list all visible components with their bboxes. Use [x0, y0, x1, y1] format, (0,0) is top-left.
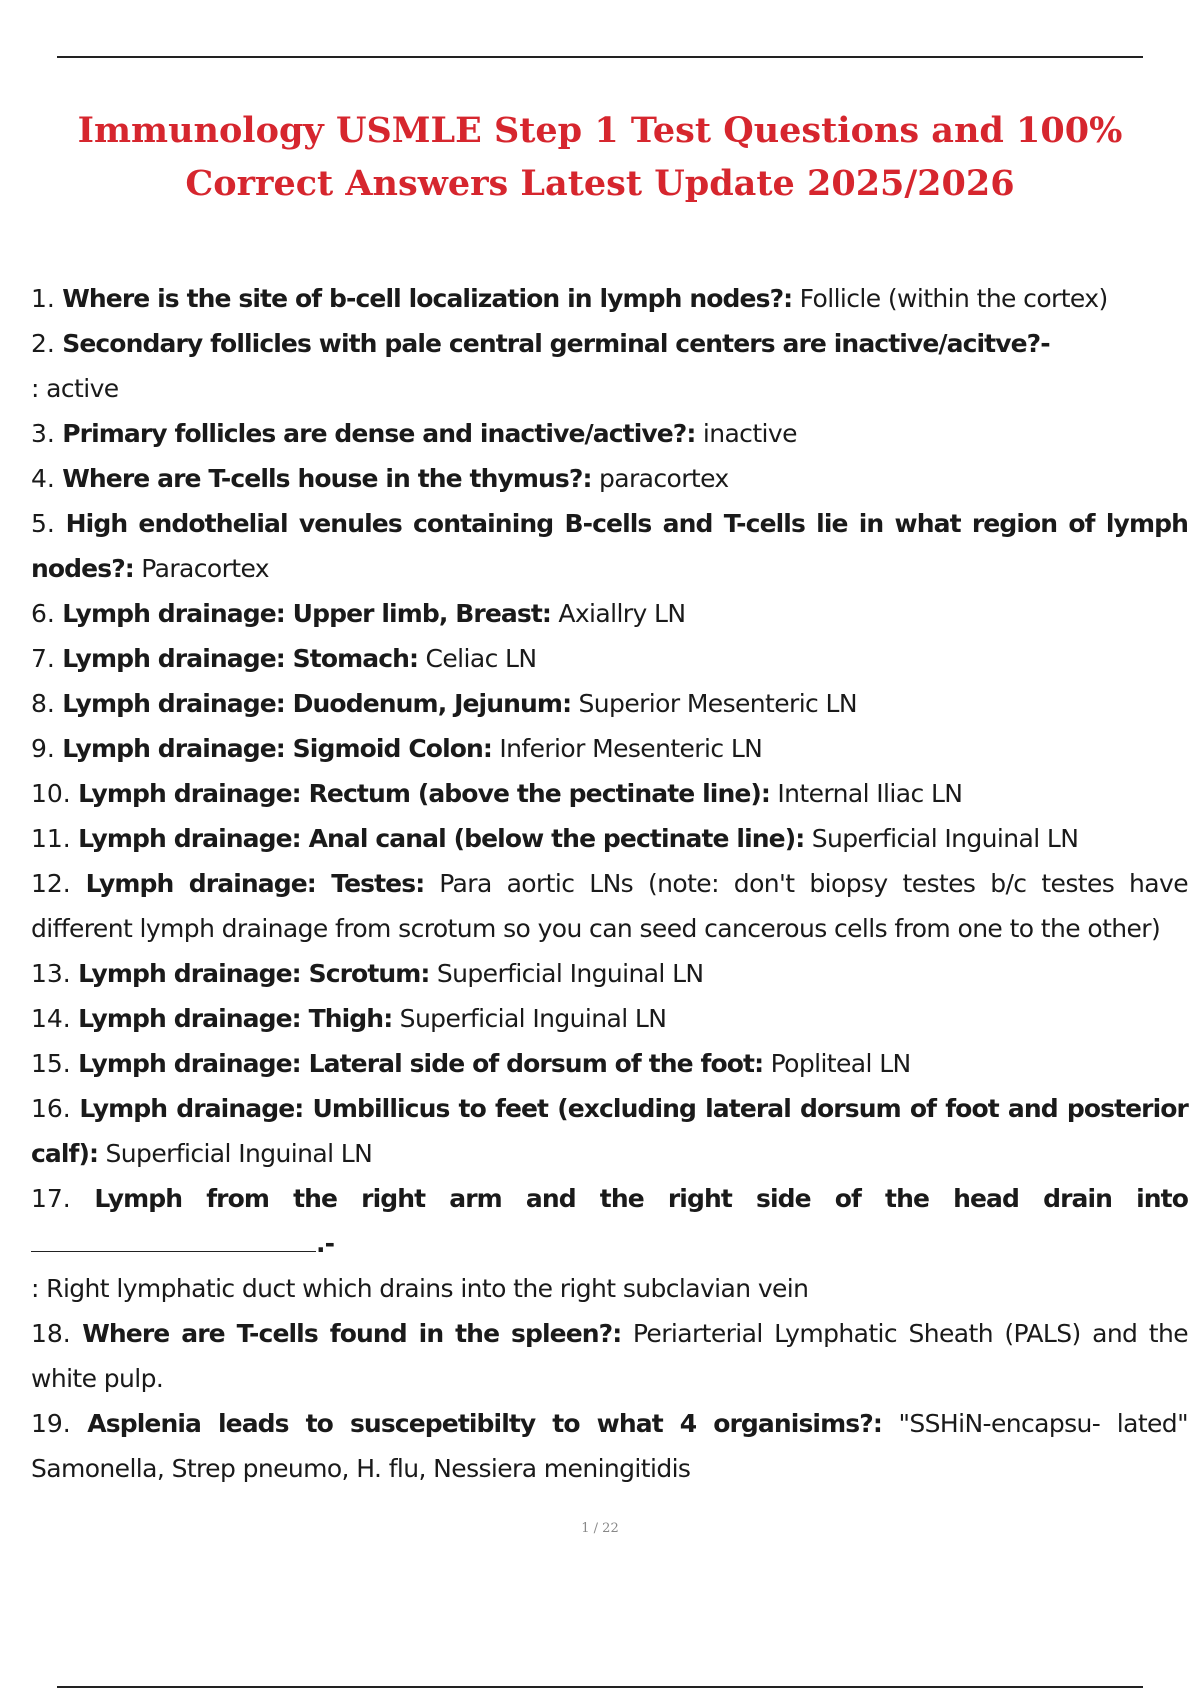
list-item — [31, 456, 1188, 501]
question-text: Lymph drainage: Scrotum: — [78, 959, 430, 988]
answer-text: paracortex — [598, 464, 729, 493]
item-number: 3. — [31, 419, 55, 448]
answer-text: Internal Iliac LN — [777, 779, 963, 808]
answer-text: Follicle (within the cortex) — [799, 284, 1108, 313]
item-number: 7. — [31, 644, 55, 673]
item-number: 15. — [31, 1049, 71, 1078]
list-item — [31, 321, 1188, 411]
item-number: 17. — [31, 1184, 71, 1213]
list-item — [31, 636, 1188, 681]
question-suffix: .- — [316, 1229, 335, 1258]
answer-text: Superficial Inguinal LN — [105, 1139, 373, 1168]
item-number: 4. — [31, 464, 55, 493]
question-text: Lymph drainage: Duodenum, Jejunum: — [62, 689, 572, 718]
question-text: High endothelial venules containing B-cells and T-cells lie in what region of lymph nodes?: — [31, 509, 1188, 583]
answer-text: : Right lymphatic duct which drains into the right subclavian vein — [31, 1274, 809, 1303]
question-text: Lymph drainage: Sigmoid Colon: — [62, 734, 493, 763]
question-text: Lymph drainage: Lateral side of dorsum of the foot: — [78, 1049, 764, 1078]
item-number: 1. — [31, 284, 55, 313]
question-text: Lymph drainage: Thigh: — [78, 1004, 393, 1033]
list-item — [31, 996, 1188, 1041]
answer-text: Superficial Inguinal LN — [399, 1004, 667, 1033]
item-number: 12. — [31, 869, 71, 898]
answer-blank — [31, 1229, 316, 1252]
answer-text: "SSHiN-encapsu- lated" Samonella, Strep pneumo, H. flu, Nessiera meningitidis — [31, 1409, 1188, 1483]
list-item — [31, 1086, 1188, 1176]
list-item — [31, 276, 1188, 321]
list-item — [31, 726, 1188, 771]
list-item — [31, 951, 1188, 996]
question-text: Lymph drainage: Umbillicus to feet (excluding lateral dorsum of foot and posterior calf): — [31, 1094, 1188, 1168]
question-text: Primary follicles are dense and inactive/active?: — [62, 419, 696, 448]
question-text: Where are T-cells found in the spleen?: — [82, 1319, 622, 1348]
answer-text: Superior Mesenteric LN — [578, 689, 857, 718]
list-item — [31, 411, 1188, 456]
answer-text: Superficial Inguinal LN — [811, 824, 1079, 853]
answer-text: inactive — [702, 419, 797, 448]
question-text: Where are T-cells house in the thymus?: — [62, 464, 592, 493]
question-text: Lymph drainage: Rectum (above the pectinate line): — [78, 779, 771, 808]
list-item — [31, 1401, 1188, 1491]
question-text: Secondary follicles with pale central germinal centers are inactive/acitve?- — [62, 329, 1050, 358]
list-item — [31, 591, 1188, 636]
question-text: Lymph drainage: Stomach: — [62, 644, 419, 673]
answer-text: : active — [31, 374, 119, 403]
question-text: Lymph drainage: Anal canal (below the pectinate line): — [78, 824, 805, 853]
answer-text: Axiallry LN — [558, 599, 686, 628]
list-item — [31, 861, 1188, 951]
list-item — [31, 1041, 1188, 1086]
answer-text: Inferior Mesenteric LN — [499, 734, 763, 763]
item-number: 14. — [31, 1004, 71, 1033]
answer-text: Celiac LN — [425, 644, 537, 673]
item-number: 11. — [31, 824, 71, 853]
list-item — [31, 501, 1188, 591]
list-item — [31, 816, 1188, 861]
question-text: Lymph drainage: Upper limb, Breast: — [62, 599, 551, 628]
item-number: 19. — [31, 1409, 71, 1438]
list-item — [31, 1311, 1188, 1401]
list-item — [31, 681, 1188, 726]
question-text: Lymph from the right arm and the right side of the head drain into — [94, 1184, 1188, 1213]
list-item — [31, 771, 1188, 816]
item-number: 10. — [31, 779, 71, 808]
item-number: 13. — [31, 959, 71, 988]
list-item — [31, 1176, 1188, 1311]
question-list — [31, 276, 1188, 1491]
item-number: 2. — [31, 329, 55, 358]
answer-text: Popliteal LN — [770, 1049, 911, 1078]
answer-text: Paracortex — [141, 554, 269, 583]
item-number: 18. — [31, 1319, 71, 1348]
item-number: 5. — [31, 509, 55, 538]
item-number: 8. — [31, 689, 55, 718]
answer-text: Para aortic LNs (note: don't biopsy testes b/c testes have different lymph drainage from scrotum so you can seed cancerous cells from one to the other) — [31, 869, 1188, 943]
question-text: Where is the site of b-cell localization in lymph nodes?: — [62, 284, 793, 313]
question-text: Asplenia leads to suscepetibilty to what 4 organisims?: — [87, 1409, 882, 1438]
page-number: 1 / 22 — [581, 1521, 619, 1536]
item-number: 9. — [31, 734, 55, 763]
bottom-divider — [57, 1686, 1143, 1688]
item-number: 16. — [31, 1094, 71, 1123]
question-text: Lymph drainage: Testes: — [85, 869, 425, 898]
answer-text: Superficial Inguinal LN — [436, 959, 704, 988]
page-title: Immunology USMLE Step 1 Test Questions and 100% Correct Answers Latest Update 2025/2026 — [77, 110, 1123, 204]
top-divider — [57, 56, 1143, 58]
item-number: 6. — [31, 599, 55, 628]
answer-text: Periarterial Lymphatic Sheath (PALS) and the white pulp. — [31, 1319, 1188, 1393]
